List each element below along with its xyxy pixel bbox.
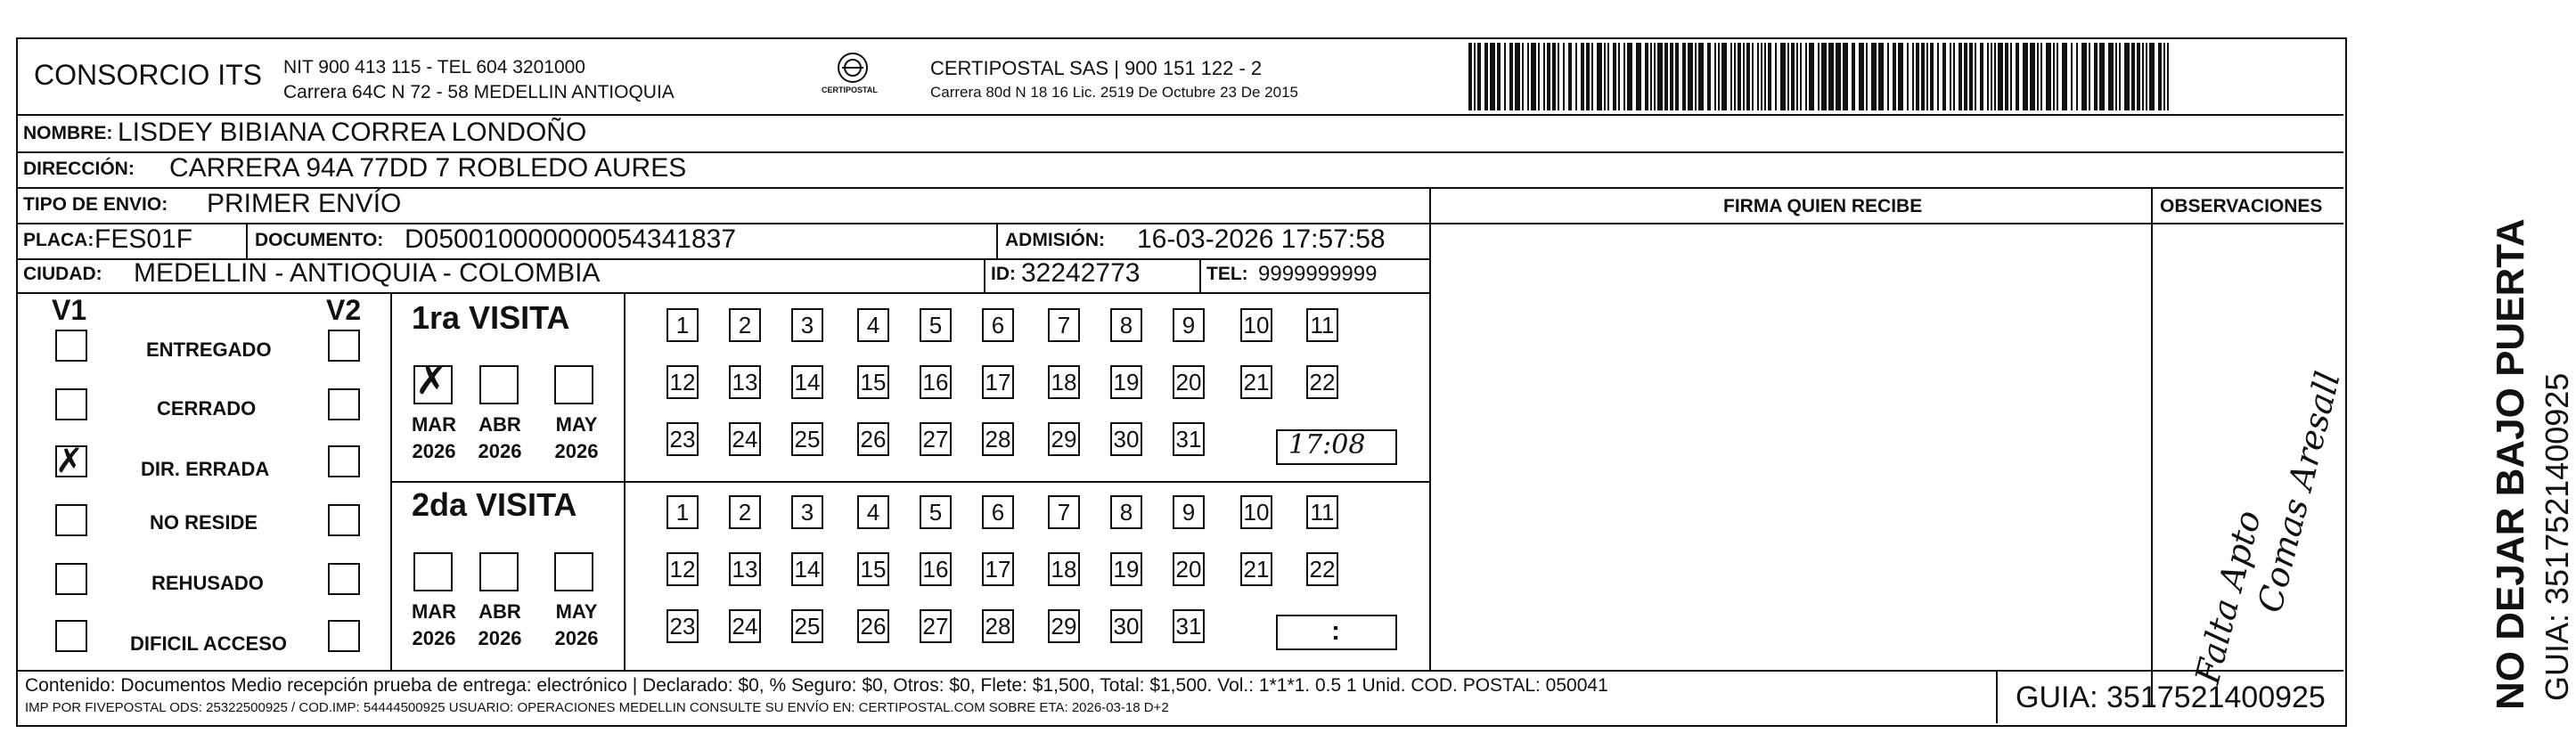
company-name: CONSORCIO ITS (34, 59, 263, 91)
documento-value: D050010000000054341837 (405, 224, 737, 254)
second-visit-day-20[interactable]: 20 (1173, 552, 1205, 586)
first-visit-title: 1ra VISITA (412, 299, 570, 336)
tipo-label: TIPO DE ENVIO: (23, 194, 168, 215)
second-visit-day-22[interactable]: 22 (1306, 552, 1338, 586)
second-visit-month-may[interactable] (554, 552, 593, 591)
first-visit-day-20[interactable]: 20 (1173, 365, 1205, 399)
first-visit-day-8[interactable]: 8 (1110, 308, 1142, 342)
first-visit-month-may[interactable] (554, 365, 593, 404)
first-month-label-may: MAY (555, 413, 598, 436)
first-visit-day-12[interactable]: 12 (666, 365, 699, 399)
id-value: 32242773 (1021, 258, 1141, 288)
placa-value: FES01F (94, 224, 193, 254)
first-visit-time: 17:08 (1288, 429, 1366, 461)
footer-content: Contenido: Documentos Medio recepción prueba de entrega: electrónico | Declarado: $0, % Seguro: $0, Otros: $0, Flete: $1,500, Total: $1,500. Vol.: 1*1*1. 0.5 1 Unid. COD. POSTAL: 050041 (25, 675, 1608, 696)
documento-label: DOCUMENTO: (255, 230, 384, 250)
first-visit-mar-mark: ✗ (415, 358, 448, 404)
ciudad-value: MEDELLIN - ANTIOQUIA - COLOMBIA (134, 258, 601, 288)
status-label-rehusado: REHUSADO (151, 572, 264, 594)
second-visit-day-8[interactable]: 8 (1110, 495, 1142, 529)
carrier-address: Carrera 80d N 18 16 Lic. 2519 De Octubre 23 De 2015 (930, 84, 1298, 101)
second-visit-day-10[interactable]: 10 (1240, 495, 1272, 529)
observaciones-left-divider (2151, 187, 2153, 707)
row-divider-header (18, 114, 2343, 116)
second-visit-time: : (1331, 616, 1340, 646)
first-visit-day-9[interactable]: 9 (1173, 308, 1205, 342)
first-month-label-mar: MAR (411, 413, 457, 436)
first-year-label-2: 2026 (478, 440, 522, 462)
handwriting-line-2: Comas Aresall (2250, 367, 2348, 616)
footer-guia: GUIA: 3517521400925 (2016, 681, 2326, 714)
second-visit-day-27[interactable]: 27 (920, 609, 952, 643)
v1-checkbox-cerrado[interactable] (55, 388, 87, 420)
side-warning: NO DEJAR BAJO PUERTA (2489, 218, 2532, 710)
second-visit-day-19[interactable]: 19 (1110, 552, 1142, 586)
second-visit-day-14[interactable]: 14 (791, 552, 823, 586)
v1-checkbox-dificil-acceso[interactable] (55, 620, 87, 652)
nombre-value: LISDEY BIBIANA CORREA LONDOÑO (118, 118, 587, 147)
v2-checkbox-rehusado[interactable] (328, 563, 360, 595)
second-visit-day-4[interactable]: 4 (857, 495, 889, 529)
company-nit: NIT 900 413 115 - TEL 604 3201000 (283, 57, 585, 77)
barcode (1468, 43, 2172, 110)
first-visit-day-26[interactable]: 26 (857, 422, 889, 456)
first-visit-day-30[interactable]: 30 (1110, 422, 1142, 456)
second-visit-day-3[interactable]: 3 (791, 495, 823, 529)
first-visit-day-25[interactable]: 25 (791, 422, 823, 456)
v2-heading: V2 (326, 294, 362, 326)
admision-label: ADMISIÓN: (1005, 230, 1105, 250)
v2-checkbox-cerrado[interactable] (328, 388, 360, 420)
handwriting-line-1: Falta Apto (2188, 506, 2269, 688)
v2-checkbox-dir-errada[interactable] (328, 445, 360, 477)
tel-value: 9999999999 (1258, 262, 1378, 286)
second-visit-title: 2da VISITA (412, 486, 577, 523)
first-visit-day-7[interactable]: 7 (1048, 308, 1080, 342)
row-divider-footer (18, 670, 2343, 672)
first-visit-day-17[interactable]: 17 (982, 365, 1014, 399)
first-visit-day-3[interactable]: 3 (791, 308, 823, 342)
carrier-name: CERTIPOSTAL SAS | 900 151 122 - 2 (930, 57, 1263, 79)
first-visit-day-29[interactable]: 29 (1048, 422, 1080, 456)
direccion-label: DIRECCIÓN: (23, 159, 135, 179)
first-visit-day-1[interactable]: 1 (666, 308, 699, 342)
status-label-cerrado: CERRADO (157, 397, 257, 420)
company-address: Carrera 64C N 72 - 58 MEDELLIN ANTIOQUIA (283, 82, 675, 102)
first-visit-day-31[interactable]: 31 (1173, 422, 1205, 456)
first-visit-day-11[interactable]: 11 (1306, 308, 1338, 342)
first-visit-day-13[interactable]: 13 (729, 365, 761, 399)
first-visit-day-24[interactable]: 24 (729, 422, 761, 456)
first-visit-day-2[interactable]: 2 (729, 308, 761, 342)
nombre-label: NOMBRE: (23, 123, 113, 143)
first-visit-day-18[interactable]: 18 (1048, 365, 1080, 399)
first-visit-day-23[interactable]: 23 (666, 422, 699, 456)
status-label-dificil-acceso: DIFICIL ACCESO (130, 632, 288, 655)
v2-checkbox-dificil-acceso[interactable] (328, 620, 360, 652)
second-year-label-1: 2026 (412, 627, 456, 649)
observaciones-handwriting (2174, 294, 2348, 688)
tel-label: TEL: (1206, 264, 1248, 284)
id-divider (1199, 260, 1201, 292)
firma-header: FIRMA QUIEN RECIBE (1723, 196, 1923, 216)
second-visit-day-1[interactable]: 1 (666, 495, 699, 529)
v1-heading: V1 (52, 294, 87, 326)
v2-checkbox-no-reside[interactable] (328, 504, 360, 536)
first-year-label-3: 2026 (554, 440, 599, 462)
first-visit-day-16[interactable]: 16 (920, 365, 952, 399)
second-visit-day-28[interactable]: 28 (982, 609, 1014, 643)
visit-divider (392, 481, 1429, 483)
second-month-label-abr: ABR (478, 600, 521, 623)
first-visit-day-14[interactable]: 14 (791, 365, 823, 399)
v1-checkbox-entregado[interactable] (55, 330, 87, 362)
row-divider-ciudad (18, 292, 1430, 294)
second-month-label-may: MAY (555, 600, 598, 623)
second-visit-day-24[interactable]: 24 (729, 609, 761, 643)
second-visit-day-31[interactable]: 31 (1173, 609, 1205, 643)
first-visit-day-19[interactable]: 19 (1110, 365, 1142, 399)
ciudad-divider (984, 260, 985, 292)
second-visit-day-21[interactable]: 21 (1240, 552, 1272, 586)
status-label-entregado: ENTREGADO (146, 338, 272, 361)
side-guia: GUIA: 3517521400925 (2539, 372, 2575, 701)
logo-text: CERTIPOSTAL (822, 86, 878, 94)
second-visit-day-29[interactable]: 29 (1048, 609, 1080, 643)
second-visit-day-15[interactable]: 15 (857, 552, 889, 586)
first-visit-day-27[interactable]: 27 (920, 422, 952, 456)
id-label: ID: (991, 264, 1016, 284)
second-visit-day-23[interactable]: 23 (666, 609, 699, 643)
first-visit-day-28[interactable]: 28 (982, 422, 1014, 456)
footer-imp: IMP POR FIVEPOSTAL ODS: 25322500925 / COD.IMP: 54444500925 USUARIO: OPERACIONES MEDELLIN CONSULTE SU ENVÍO EN: CERTIPOSTAL.COM SOBRE ETA: 2026-03-18 D+2 (25, 700, 1169, 715)
second-visit-day-16[interactable]: 16 (920, 552, 952, 586)
status-label-no-reside: NO RESIDE (150, 511, 258, 534)
admision-value: 16-03-2026 17:57:58 (1137, 224, 1386, 254)
placa-divider (246, 224, 248, 258)
second-visit-day-18[interactable]: 18 (1048, 552, 1080, 586)
observaciones-header: OBSERVACIONES (2160, 196, 2323, 216)
second-visit-month-abr[interactable] (479, 552, 519, 591)
second-visit-day-26[interactable]: 26 (857, 609, 889, 643)
status-label-dir-errada: DIR. ERRADA (141, 458, 270, 480)
second-visit-day-30[interactable]: 30 (1110, 609, 1142, 643)
second-visit-day-5[interactable]: 5 (920, 495, 952, 529)
documento-divider (996, 224, 998, 258)
first-year-label-1: 2026 (412, 440, 456, 462)
second-year-label-3: 2026 (554, 627, 599, 649)
second-visit-day-12[interactable]: 12 (666, 552, 699, 586)
first-visit-day-22[interactable]: 22 (1306, 365, 1338, 399)
v1-checkbox-rehusado[interactable] (55, 563, 87, 595)
first-visit-day-15[interactable]: 15 (857, 365, 889, 399)
v1-checkbox-no-reside[interactable] (55, 504, 87, 536)
placa-label: PLACA: (23, 230, 94, 250)
tipo-value: PRIMER ENVÍO (207, 189, 402, 218)
first-visit-day-10[interactable]: 10 (1240, 308, 1272, 342)
first-visit-day-4[interactable]: 4 (857, 308, 889, 342)
check-mark-dir-errada: ✗ (55, 441, 84, 480)
second-visit-day-7[interactable]: 7 (1048, 495, 1080, 529)
second-visit-day-25[interactable]: 25 (791, 609, 823, 643)
certipostal-logo (813, 50, 893, 103)
first-visit-day-6[interactable]: 6 (982, 308, 1014, 342)
second-visit-day-13[interactable]: 13 (729, 552, 761, 586)
first-visit-month-abr[interactable] (479, 365, 519, 404)
direccion-value: CARRERA 94A 77DD 7 ROBLEDO AURES (169, 153, 687, 183)
second-visit-day-2[interactable]: 2 (729, 495, 761, 529)
first-visit-day-21[interactable]: 21 (1240, 365, 1272, 399)
second-month-label-mar: MAR (411, 600, 457, 623)
second-year-label-2: 2026 (478, 627, 522, 649)
first-visit-day-5[interactable]: 5 (920, 308, 952, 342)
second-visit-day-6[interactable]: 6 (982, 495, 1014, 529)
second-visit-day-9[interactable]: 9 (1173, 495, 1205, 529)
first-month-label-abr: ABR (478, 413, 521, 436)
second-visit-day-11[interactable]: 11 (1306, 495, 1338, 529)
second-visit-month-mar[interactable] (413, 552, 453, 591)
second-visit-day-17[interactable]: 17 (982, 552, 1014, 586)
v2-checkbox-entregado[interactable] (328, 330, 360, 362)
firma-area[interactable] (1431, 224, 2149, 668)
ciudad-label: CIUDAD: (23, 264, 102, 284)
